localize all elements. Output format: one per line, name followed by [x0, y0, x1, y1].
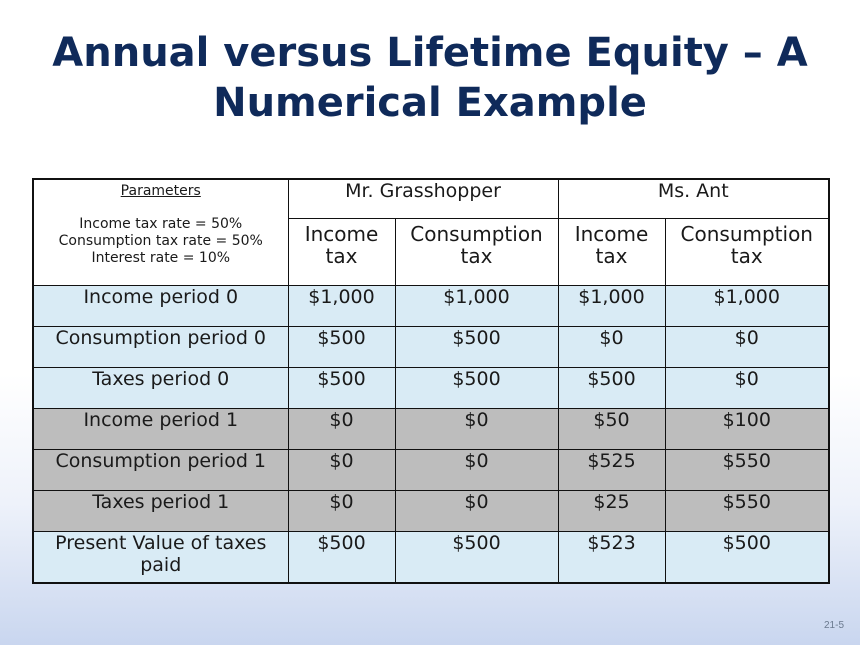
table-cell: $500 [288, 327, 395, 368]
table-cell: $0 [288, 450, 395, 491]
table-cell: $0 [665, 368, 829, 409]
table-cell: $50 [558, 409, 665, 450]
table-cell: $25 [558, 491, 665, 532]
slide-title [0, 28, 860, 128]
table-cell: $500 [288, 368, 395, 409]
column-header: Income tax [558, 219, 665, 286]
parameters-cell [33, 179, 288, 286]
slide-number: 21-5 [823, 620, 844, 631]
table-row [33, 450, 829, 491]
table-cell: $523 [558, 532, 665, 584]
table-row [33, 491, 829, 532]
column-header: Consumption tax [395, 219, 558, 286]
parameters-heading: Parameters [120, 183, 201, 199]
table-cell: $1,000 [665, 286, 829, 327]
column-header: Consumption tax [665, 219, 829, 286]
equity-table [32, 178, 830, 584]
table-cell: $0 [288, 409, 395, 450]
table-cell: $550 [665, 450, 829, 491]
table-row [33, 327, 829, 368]
table-cell: $0 [395, 409, 558, 450]
table-cell: $500 [288, 532, 395, 584]
table-cell: $500 [395, 327, 558, 368]
person-header-grasshopper: Mr. Grasshopper [288, 179, 558, 219]
row-label: Consumption period 0 [33, 327, 288, 368]
row-label: Taxes period 0 [33, 368, 288, 409]
row-label: Income period 0 [33, 286, 288, 327]
row-label: Present Value of taxes paid [33, 532, 288, 584]
column-header: Income tax [288, 219, 395, 286]
table-cell: $525 [558, 450, 665, 491]
table-row [33, 409, 829, 450]
table-cell: $0 [558, 327, 665, 368]
table-row [33, 286, 829, 327]
row-label: Consumption period 1 [33, 450, 288, 491]
parameter-line: Interest rate = 10% [91, 250, 231, 266]
table-header-people [33, 179, 829, 219]
table-cell: $100 [665, 409, 829, 450]
table-cell: $500 [395, 368, 558, 409]
parameter-line: Income tax rate = 50% [79, 216, 243, 232]
table-cell: $0 [395, 450, 558, 491]
table-cell: $0 [288, 491, 395, 532]
table-cell: $1,000 [558, 286, 665, 327]
parameter-line: Consumption tax rate = 50% [58, 233, 263, 249]
table-cell: $500 [665, 532, 829, 584]
table-row [33, 368, 829, 409]
row-label: Income period 1 [33, 409, 288, 450]
table-cell: $500 [395, 532, 558, 584]
row-label: Taxes period 1 [33, 491, 288, 532]
table-row [33, 532, 829, 584]
person-header-ant: Ms. Ant [558, 179, 829, 219]
table-cell: $500 [558, 368, 665, 409]
table-cell: $1,000 [395, 286, 558, 327]
table-cell: $1,000 [288, 286, 395, 327]
slide-title-line-1: Annual versus Lifetime Equity – A [52, 30, 808, 76]
slide-title-line-2: Numerical Example [213, 80, 647, 126]
table-cell: $0 [395, 491, 558, 532]
table-cell: $550 [665, 491, 829, 532]
table-cell: $0 [665, 327, 829, 368]
